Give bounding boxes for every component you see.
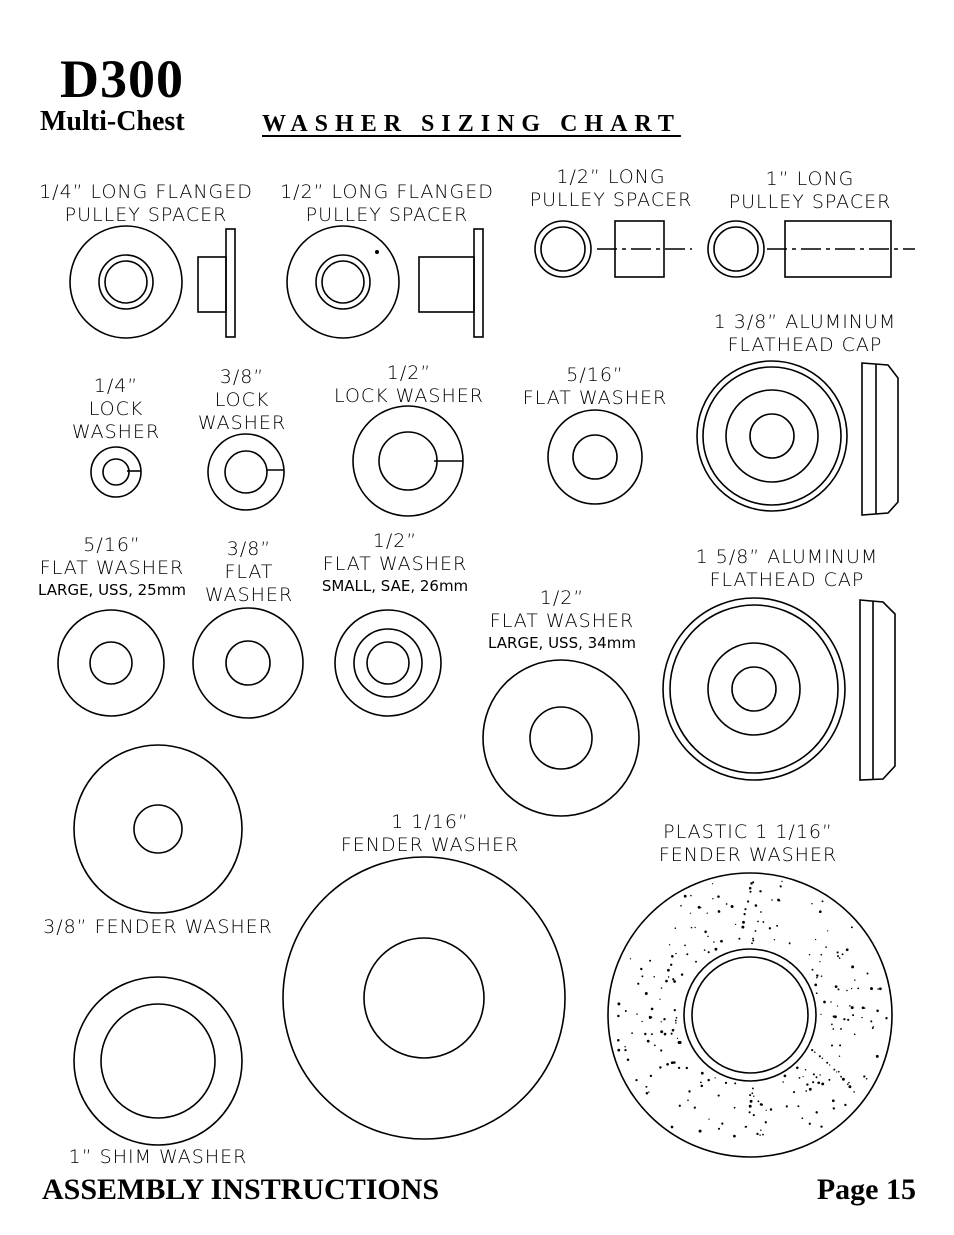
plastic-texture-dot bbox=[747, 900, 749, 902]
plastic-texture-dot bbox=[660, 1049, 662, 1051]
plastic-texture-dot bbox=[648, 1091, 649, 1092]
plastic-texture-dot bbox=[635, 1079, 637, 1081]
plastic-texture-dot bbox=[672, 978, 674, 980]
plastic-texture-dot bbox=[726, 903, 728, 905]
plastic-texture-dot bbox=[848, 1082, 849, 1083]
plastic-texture-dot bbox=[760, 1129, 761, 1130]
plastic-texture-dot bbox=[640, 968, 642, 970]
plastic-texture-dot bbox=[809, 954, 810, 955]
plastic-texture-dot bbox=[819, 961, 820, 962]
plastic-texture-dot bbox=[833, 1069, 835, 1071]
plastic-texture-dot bbox=[650, 1075, 652, 1077]
plastic-texture-dot bbox=[708, 951, 710, 953]
plastic-texture-dot bbox=[749, 887, 752, 890]
plastic-texture-dot bbox=[774, 939, 775, 940]
plastic-texture-dot bbox=[839, 957, 841, 959]
plastic-texture-dot bbox=[751, 1092, 753, 1094]
plastic-texture-dot bbox=[752, 938, 754, 940]
plastic-texture-dot bbox=[851, 926, 853, 928]
plastic-texture-dot bbox=[686, 953, 688, 955]
plastic-texture-dot bbox=[757, 921, 759, 923]
plastic-texture-dot bbox=[755, 904, 758, 907]
flat-washer-3-8-drawing bbox=[193, 608, 303, 718]
plastic-texture-dot bbox=[684, 945, 686, 947]
plastic-texture-dot bbox=[679, 1041, 682, 1044]
plastic-texture-dot bbox=[816, 974, 818, 976]
plastic-texture-dot bbox=[745, 1126, 746, 1127]
plastic-texture-dot bbox=[829, 1064, 830, 1065]
plastic-texture-dot bbox=[753, 1114, 755, 1116]
plastic-texture-dot bbox=[687, 1100, 689, 1102]
plastic-texture-dot bbox=[700, 1082, 702, 1084]
plastic-texture-dot bbox=[681, 973, 683, 975]
plastic-texture-dot bbox=[828, 1079, 830, 1081]
plastic-texture-dot bbox=[832, 1099, 835, 1102]
label-flat-washer-half-large: 1/2” FLAT WASHER LARGE, USS, 34mm bbox=[488, 587, 636, 652]
plastic-texture-dot bbox=[661, 1021, 662, 1022]
plastic-texture-dot bbox=[690, 895, 692, 897]
plastic-texture-dot bbox=[637, 983, 639, 985]
plastic-texture-dot bbox=[819, 910, 822, 913]
plastic-texture-dot bbox=[699, 1130, 702, 1133]
plastic-texture-dot bbox=[844, 1104, 846, 1106]
plastic-texture-dot bbox=[653, 976, 655, 978]
plastic-texture-dot bbox=[704, 949, 706, 951]
plastic-texture-dot bbox=[762, 1134, 764, 1136]
plastic-texture-dot bbox=[786, 1105, 788, 1107]
plastic-texture-dot bbox=[636, 1013, 637, 1014]
plastic-texture-dot bbox=[832, 1028, 834, 1030]
plastic-texture-dot bbox=[749, 1105, 752, 1108]
plastic-texture-dot bbox=[801, 1117, 803, 1119]
plastic-texture-dot bbox=[734, 1082, 736, 1084]
plastic-texture-dot bbox=[842, 953, 844, 955]
plastic-texture-dot bbox=[712, 883, 713, 884]
plastic-texture-dot bbox=[731, 905, 734, 908]
flat-washer-half-large-drawing bbox=[483, 660, 639, 816]
plastic-texture-dot bbox=[744, 913, 746, 915]
plastic-texture-dot bbox=[799, 1077, 801, 1079]
label-flathead-cap-1-3-8: 1 3/8” ALUMINUM FLATHEAD CAP bbox=[713, 311, 897, 356]
plastic-texture-dot bbox=[822, 1058, 823, 1059]
plastic-texture-dot bbox=[877, 988, 879, 990]
plastic-texture-dot bbox=[864, 1007, 865, 1008]
fender-washer-1-1-16-drawing bbox=[283, 857, 565, 1139]
plastic-texture-dot bbox=[816, 977, 818, 979]
plastic-texture-dot bbox=[707, 913, 708, 914]
plastic-texture-dot bbox=[873, 1026, 874, 1027]
plastic-texture-dot bbox=[837, 1005, 838, 1006]
label-flat-washer-5-16-large: 5/16” FLAT WASHER LARGE, USS, 25mm bbox=[38, 534, 186, 599]
plastic-texture-dot bbox=[649, 1016, 651, 1018]
plastic-texture-dot bbox=[688, 1090, 690, 1092]
plastic-texture-dot bbox=[840, 1028, 842, 1030]
plastic-texture-dot bbox=[851, 1006, 854, 1009]
plastic-texture-dot bbox=[645, 1086, 647, 1088]
plastic-texture-dot bbox=[780, 885, 782, 887]
plastic-texture-dot bbox=[755, 930, 757, 932]
pulley-spacer-half-drawing bbox=[535, 221, 692, 277]
plastic-texture-dot bbox=[680, 905, 682, 907]
plastic-texture-dot bbox=[812, 1081, 814, 1083]
plastic-texture-dot bbox=[870, 1020, 872, 1022]
plastic-texture-dot bbox=[617, 1015, 619, 1017]
label-flanged-spacer-half: 1/2” LONG FLANGED PULLEY SPACER bbox=[280, 181, 494, 226]
plastic-texture-dot bbox=[686, 1067, 688, 1069]
plastic-texture-dot bbox=[769, 927, 771, 929]
plastic-texture-dot bbox=[759, 1134, 760, 1135]
plastic-texture-dot bbox=[847, 1019, 849, 1021]
label-lock-washer-half: 1/2” LOCK WASHER bbox=[334, 362, 484, 407]
plastic-texture-dot bbox=[782, 1081, 784, 1083]
plastic-texture-dot bbox=[678, 1067, 680, 1069]
plastic-texture-dot bbox=[647, 1040, 650, 1043]
plastic-texture-dot bbox=[649, 960, 651, 962]
plastic-texture-dot bbox=[819, 1074, 820, 1075]
label-lock-washer-three-eighths: 3/8” LOCK WASHER bbox=[197, 366, 287, 434]
plastic-texture-dot bbox=[854, 979, 855, 980]
flat-washer-half-small-drawing bbox=[335, 610, 441, 716]
plastic-texture-dot bbox=[714, 1077, 715, 1078]
plastic-texture-dot bbox=[819, 1055, 821, 1057]
fender-washer-3-8-drawing bbox=[74, 745, 242, 913]
label-pulley-spacer-one: 1” LONG PULLEY SPACER bbox=[728, 168, 892, 213]
plastic-texture-dot bbox=[839, 1044, 841, 1046]
plastic-texture-dot bbox=[671, 955, 674, 958]
flanged-spacer-quarter-drawing bbox=[70, 226, 235, 338]
plastic-texture-dot bbox=[672, 1029, 675, 1032]
plastic-texture-dot bbox=[671, 1126, 674, 1129]
plastic-texture-dot bbox=[833, 1107, 835, 1109]
plastic-texture-dot bbox=[777, 899, 780, 902]
plastic-texture-dot bbox=[624, 1046, 625, 1047]
plastic-texture-dot bbox=[770, 1108, 772, 1110]
flanged-spacer-half-drawing bbox=[287, 226, 483, 338]
label-pulley-spacer-half: 1/2” LONG PULLEY SPACER bbox=[529, 166, 693, 211]
plastic-texture-dot bbox=[835, 985, 838, 988]
lock-washer-three-eighths-drawing bbox=[208, 434, 284, 510]
plastic-texture-dot bbox=[806, 1083, 808, 1085]
plastic-texture-dot bbox=[676, 1017, 678, 1019]
plastic-texture-dot bbox=[796, 1067, 799, 1070]
plastic-texture-dot bbox=[846, 990, 848, 992]
plastic-texture-dot bbox=[664, 1033, 667, 1036]
plastic-texture-dot bbox=[654, 1045, 656, 1047]
product-subtitle: Multi-Chest bbox=[40, 106, 185, 137]
plastic-texture-dot bbox=[744, 908, 746, 910]
plastic-texture-dot bbox=[847, 1083, 849, 1085]
plastic-texture-dot bbox=[712, 898, 713, 899]
plastic-texture-dot bbox=[631, 1032, 633, 1034]
plastic-texture-dot bbox=[843, 1018, 845, 1020]
plastic-texture-dot bbox=[713, 941, 715, 943]
plastic-texture-dot bbox=[675, 953, 676, 954]
plastic-texture-dot bbox=[679, 1105, 681, 1107]
plastic-texture-dot bbox=[842, 1078, 845, 1081]
plastic-texture-dot bbox=[617, 1039, 620, 1042]
plastic-texture-dot bbox=[667, 969, 670, 972]
plastic-texture-dot bbox=[861, 1017, 862, 1018]
plastic-texture-dot bbox=[738, 938, 740, 940]
flathead-cap-1-3-8-drawing bbox=[697, 361, 898, 515]
plastic-texture-dot bbox=[671, 1061, 674, 1064]
plastic-texture-dot bbox=[694, 1106, 696, 1108]
plastic-texture-dot bbox=[756, 1133, 758, 1135]
plastic-texture-dot bbox=[765, 1121, 767, 1123]
plastic-texture-dot bbox=[863, 1075, 865, 1077]
plastic-texture-dot bbox=[848, 1085, 851, 1088]
label-lock-washer-quarter: 1/4” LOCK WASHER bbox=[71, 375, 161, 443]
plastic-texture-dot bbox=[771, 899, 773, 901]
chart-title: WASHER SIZING CHART bbox=[262, 111, 681, 137]
plastic-texture-dot bbox=[757, 1100, 759, 1102]
plastic-texture-dot bbox=[753, 1095, 754, 1096]
plastic-texture-dot bbox=[707, 936, 709, 938]
label-flat-washer-5-16: 5/16” FLAT WASHER bbox=[522, 364, 668, 409]
plastic-texture-dot bbox=[876, 1055, 879, 1058]
plastic-texture-dot bbox=[830, 1001, 831, 1002]
plastic-texture-dot bbox=[733, 1135, 736, 1138]
plastic-texture-dot bbox=[624, 1049, 626, 1051]
plastic-texture-dot bbox=[876, 1010, 879, 1013]
plastic-texture-dot bbox=[789, 942, 791, 944]
plastic-texture-dot bbox=[885, 1017, 887, 1019]
plastic-texture-dot bbox=[691, 927, 693, 929]
plastic-texture-dot bbox=[838, 988, 840, 990]
plastic-texture-dot bbox=[630, 958, 631, 959]
plastic-texture-dot bbox=[684, 895, 687, 898]
flat-washer-5-16-large-drawing bbox=[58, 610, 164, 716]
plastic-texture-dot bbox=[750, 1100, 753, 1103]
plastic-texture-dot bbox=[701, 1085, 704, 1088]
plastic-texture-dot bbox=[721, 1123, 723, 1125]
plastic-texture-dot bbox=[805, 1069, 807, 1071]
plastic-texture-dot bbox=[715, 948, 718, 951]
plastic-texture-dot bbox=[659, 999, 660, 1000]
plastic-texture-dot bbox=[704, 931, 707, 934]
plastic-texture-dot bbox=[776, 925, 778, 927]
lock-washer-half-drawing bbox=[353, 406, 463, 516]
plastic-texture-dot bbox=[814, 984, 817, 987]
plastic-texture-dot bbox=[803, 1076, 804, 1077]
plastic-texture-dot bbox=[815, 1111, 817, 1113]
plastic-texture-dot bbox=[793, 1091, 795, 1093]
plastic-texture-dot bbox=[837, 951, 839, 953]
plastic-texture-dot bbox=[857, 988, 859, 990]
plastic-texture-dot bbox=[641, 975, 643, 977]
plastic-texture-dot bbox=[821, 1082, 824, 1085]
plastic-texture-dot bbox=[820, 1125, 822, 1127]
plastic-texture-dot bbox=[827, 930, 828, 931]
plastic-texture-dot bbox=[694, 927, 695, 928]
plastic-texture-dot bbox=[853, 1091, 855, 1093]
plastic-texture-dot bbox=[846, 948, 849, 951]
plastic-texture-dot bbox=[718, 1128, 720, 1130]
plastic-texture-dot bbox=[866, 1078, 868, 1080]
plastic-texture-dot bbox=[725, 1082, 727, 1084]
plastic-texture-dot bbox=[761, 1104, 763, 1106]
plastic-texture-dot bbox=[668, 976, 669, 977]
plastic-texture-dot bbox=[718, 910, 721, 913]
plastic-texture-dot bbox=[849, 1005, 851, 1007]
pulley-spacer-one-drawing bbox=[708, 221, 915, 277]
label-plastic-fender-washer: PLASTIC 1 1/16” FENDER WASHER bbox=[658, 821, 838, 866]
plastic-texture-dot bbox=[816, 1076, 818, 1078]
plastic-texture-dot bbox=[851, 988, 852, 989]
plastic-texture-dot bbox=[675, 1022, 676, 1023]
plastic-texture-dot bbox=[751, 942, 753, 944]
plastic-texture-dot bbox=[645, 992, 648, 995]
plastic-texture-dot bbox=[690, 913, 691, 914]
plastic-texture-dot bbox=[701, 1072, 704, 1075]
plastic-texture-dot bbox=[813, 1073, 815, 1075]
plastic-texture-dot bbox=[735, 924, 736, 925]
plastic-texture-dot bbox=[759, 890, 761, 892]
plastic-texture-dot bbox=[674, 1009, 676, 1011]
label-fender-washer-1-1-16: 1 1/16” FENDER WASHER bbox=[340, 811, 520, 856]
shim-washer-drawing bbox=[74, 977, 242, 1145]
plastic-texture-dot bbox=[627, 1059, 630, 1062]
plastic-texture-dot bbox=[825, 946, 827, 948]
plastic-texture-dot bbox=[826, 1062, 828, 1064]
plastic-texture-dot bbox=[742, 921, 745, 924]
plastic-texture-dot bbox=[805, 1090, 807, 1092]
plastic-texture-dot bbox=[677, 1038, 678, 1039]
plastic-texture-dot bbox=[734, 1107, 736, 1109]
plastic-texture-dot bbox=[834, 1015, 837, 1018]
plastic-texture-dot bbox=[879, 987, 882, 990]
label-flanged-spacer-quarter: 1/4” LONG FLANGED PULLEY SPACER bbox=[39, 181, 253, 226]
plastic-texture-dot bbox=[762, 921, 764, 923]
footer-section-title: ASSEMBLY INSTRUCTIONS bbox=[42, 1173, 440, 1206]
plastic-texture-dot bbox=[836, 1071, 837, 1072]
plastic-texture-dot bbox=[752, 940, 754, 942]
plastic-texture-dot bbox=[669, 944, 670, 945]
plastic-texture-dot bbox=[749, 1094, 751, 1096]
plastic-texture-dot bbox=[617, 1002, 620, 1005]
plastic-texture-dot bbox=[666, 1063, 669, 1066]
label-fender-washer-3-8: 3/8” FENDER WASHER bbox=[43, 916, 273, 938]
plastic-texture-dot bbox=[811, 903, 812, 904]
plastic-texture-dot bbox=[817, 1081, 820, 1084]
plastic-texture-dot bbox=[809, 1088, 812, 1091]
plastic-texture-dot bbox=[797, 1105, 799, 1107]
plastic-texture-dot bbox=[867, 973, 869, 975]
plastic-texture-dot bbox=[749, 1111, 751, 1113]
page-number: Page 15 bbox=[816, 1173, 916, 1206]
plastic-texture-dot bbox=[814, 1051, 816, 1053]
label-shim-washer: 1” SHIM WASHER bbox=[68, 1146, 248, 1168]
plastic-texture-dot bbox=[695, 961, 697, 963]
plastic-texture-dot bbox=[811, 1049, 813, 1051]
plastic-texture-dot bbox=[852, 1014, 854, 1016]
plastic-texture-dot bbox=[660, 1030, 663, 1033]
plastic-texture-dot bbox=[760, 911, 762, 913]
plastic-texture-dot bbox=[839, 1056, 840, 1057]
plastic-texture-dot bbox=[749, 891, 751, 893]
plastic-texture-dot bbox=[840, 1076, 842, 1078]
plastic-texture-dot bbox=[718, 1095, 720, 1097]
plastic-texture-dot bbox=[784, 1075, 787, 1078]
plastic-texture-dot bbox=[617, 1049, 620, 1052]
plastic-texture-dot bbox=[670, 964, 672, 966]
plastic-texture-dot bbox=[708, 1118, 709, 1119]
plastic-texture-dot bbox=[809, 1123, 811, 1125]
plastic-texture-dot bbox=[671, 1033, 673, 1035]
plastic-texture-dot bbox=[816, 992, 818, 994]
plastic-texture-dot bbox=[675, 1020, 677, 1022]
plastic-texture-dot bbox=[820, 1014, 821, 1015]
plastic-texture-dot bbox=[750, 882, 753, 885]
plastic-texture-dot bbox=[659, 1066, 661, 1068]
plastic-texture-dot bbox=[812, 969, 814, 971]
flathead-cap-1-5-8-drawing bbox=[663, 598, 895, 780]
plastic-texture-dot bbox=[741, 926, 744, 929]
plastic-texture-dot bbox=[663, 1018, 665, 1020]
plastic-texture-dot bbox=[641, 1021, 642, 1022]
plastic-texture-dot bbox=[752, 1087, 754, 1089]
plastic-texture-dot bbox=[781, 881, 782, 882]
plastic-texture-dot bbox=[823, 1001, 826, 1004]
plastic-texture-dot bbox=[707, 1079, 709, 1081]
plastic-texture-dot bbox=[838, 1071, 840, 1073]
plastic-texture-dot bbox=[698, 906, 701, 909]
plastic-texture-dot bbox=[831, 1024, 833, 1026]
plastic-texture-dot bbox=[646, 1092, 649, 1095]
plastic-texture-dot bbox=[651, 1033, 653, 1035]
plastic-texture-dot bbox=[820, 954, 822, 956]
label-flat-washer-3-8: 3/8” FLAT WASHER bbox=[204, 538, 294, 606]
plastic-texture-dot bbox=[661, 987, 662, 988]
plastic-texture-dot bbox=[815, 939, 816, 940]
lock-washer-quarter-drawing bbox=[91, 447, 141, 497]
plastic-texture-dot bbox=[651, 1008, 654, 1011]
plastic-texture-dot bbox=[851, 965, 854, 968]
plastic-fender-washer-drawing bbox=[608, 873, 892, 1157]
plastic-texture-dot bbox=[821, 975, 823, 977]
label-flat-washer-half-small: 1/2” FLAT WASHER SMALL, SAE, 26mm bbox=[321, 530, 469, 595]
plastic-texture-dot bbox=[644, 1033, 646, 1035]
plastic-texture-dot bbox=[766, 1110, 767, 1111]
plastic-texture-dot bbox=[854, 1033, 856, 1035]
plastic-texture-dot bbox=[870, 987, 873, 990]
plastic-texture-dot bbox=[717, 895, 720, 898]
label-flathead-cap-1-5-8: 1 5/8” ALUMINUM FLATHEAD CAP bbox=[695, 546, 879, 591]
plastic-texture-dot bbox=[837, 955, 839, 957]
plastic-texture-dot bbox=[720, 940, 723, 943]
flat-washer-5-16-drawing bbox=[548, 410, 642, 504]
plastic-texture-dot bbox=[673, 980, 676, 983]
plastic-texture-dot bbox=[665, 980, 668, 983]
plastic-texture-dot bbox=[625, 1010, 627, 1012]
plastic-texture-dot bbox=[675, 927, 677, 929]
plastic-texture-dot bbox=[831, 1044, 833, 1046]
plastic-texture-dot bbox=[822, 900, 824, 902]
model-title: D300 bbox=[60, 49, 184, 109]
